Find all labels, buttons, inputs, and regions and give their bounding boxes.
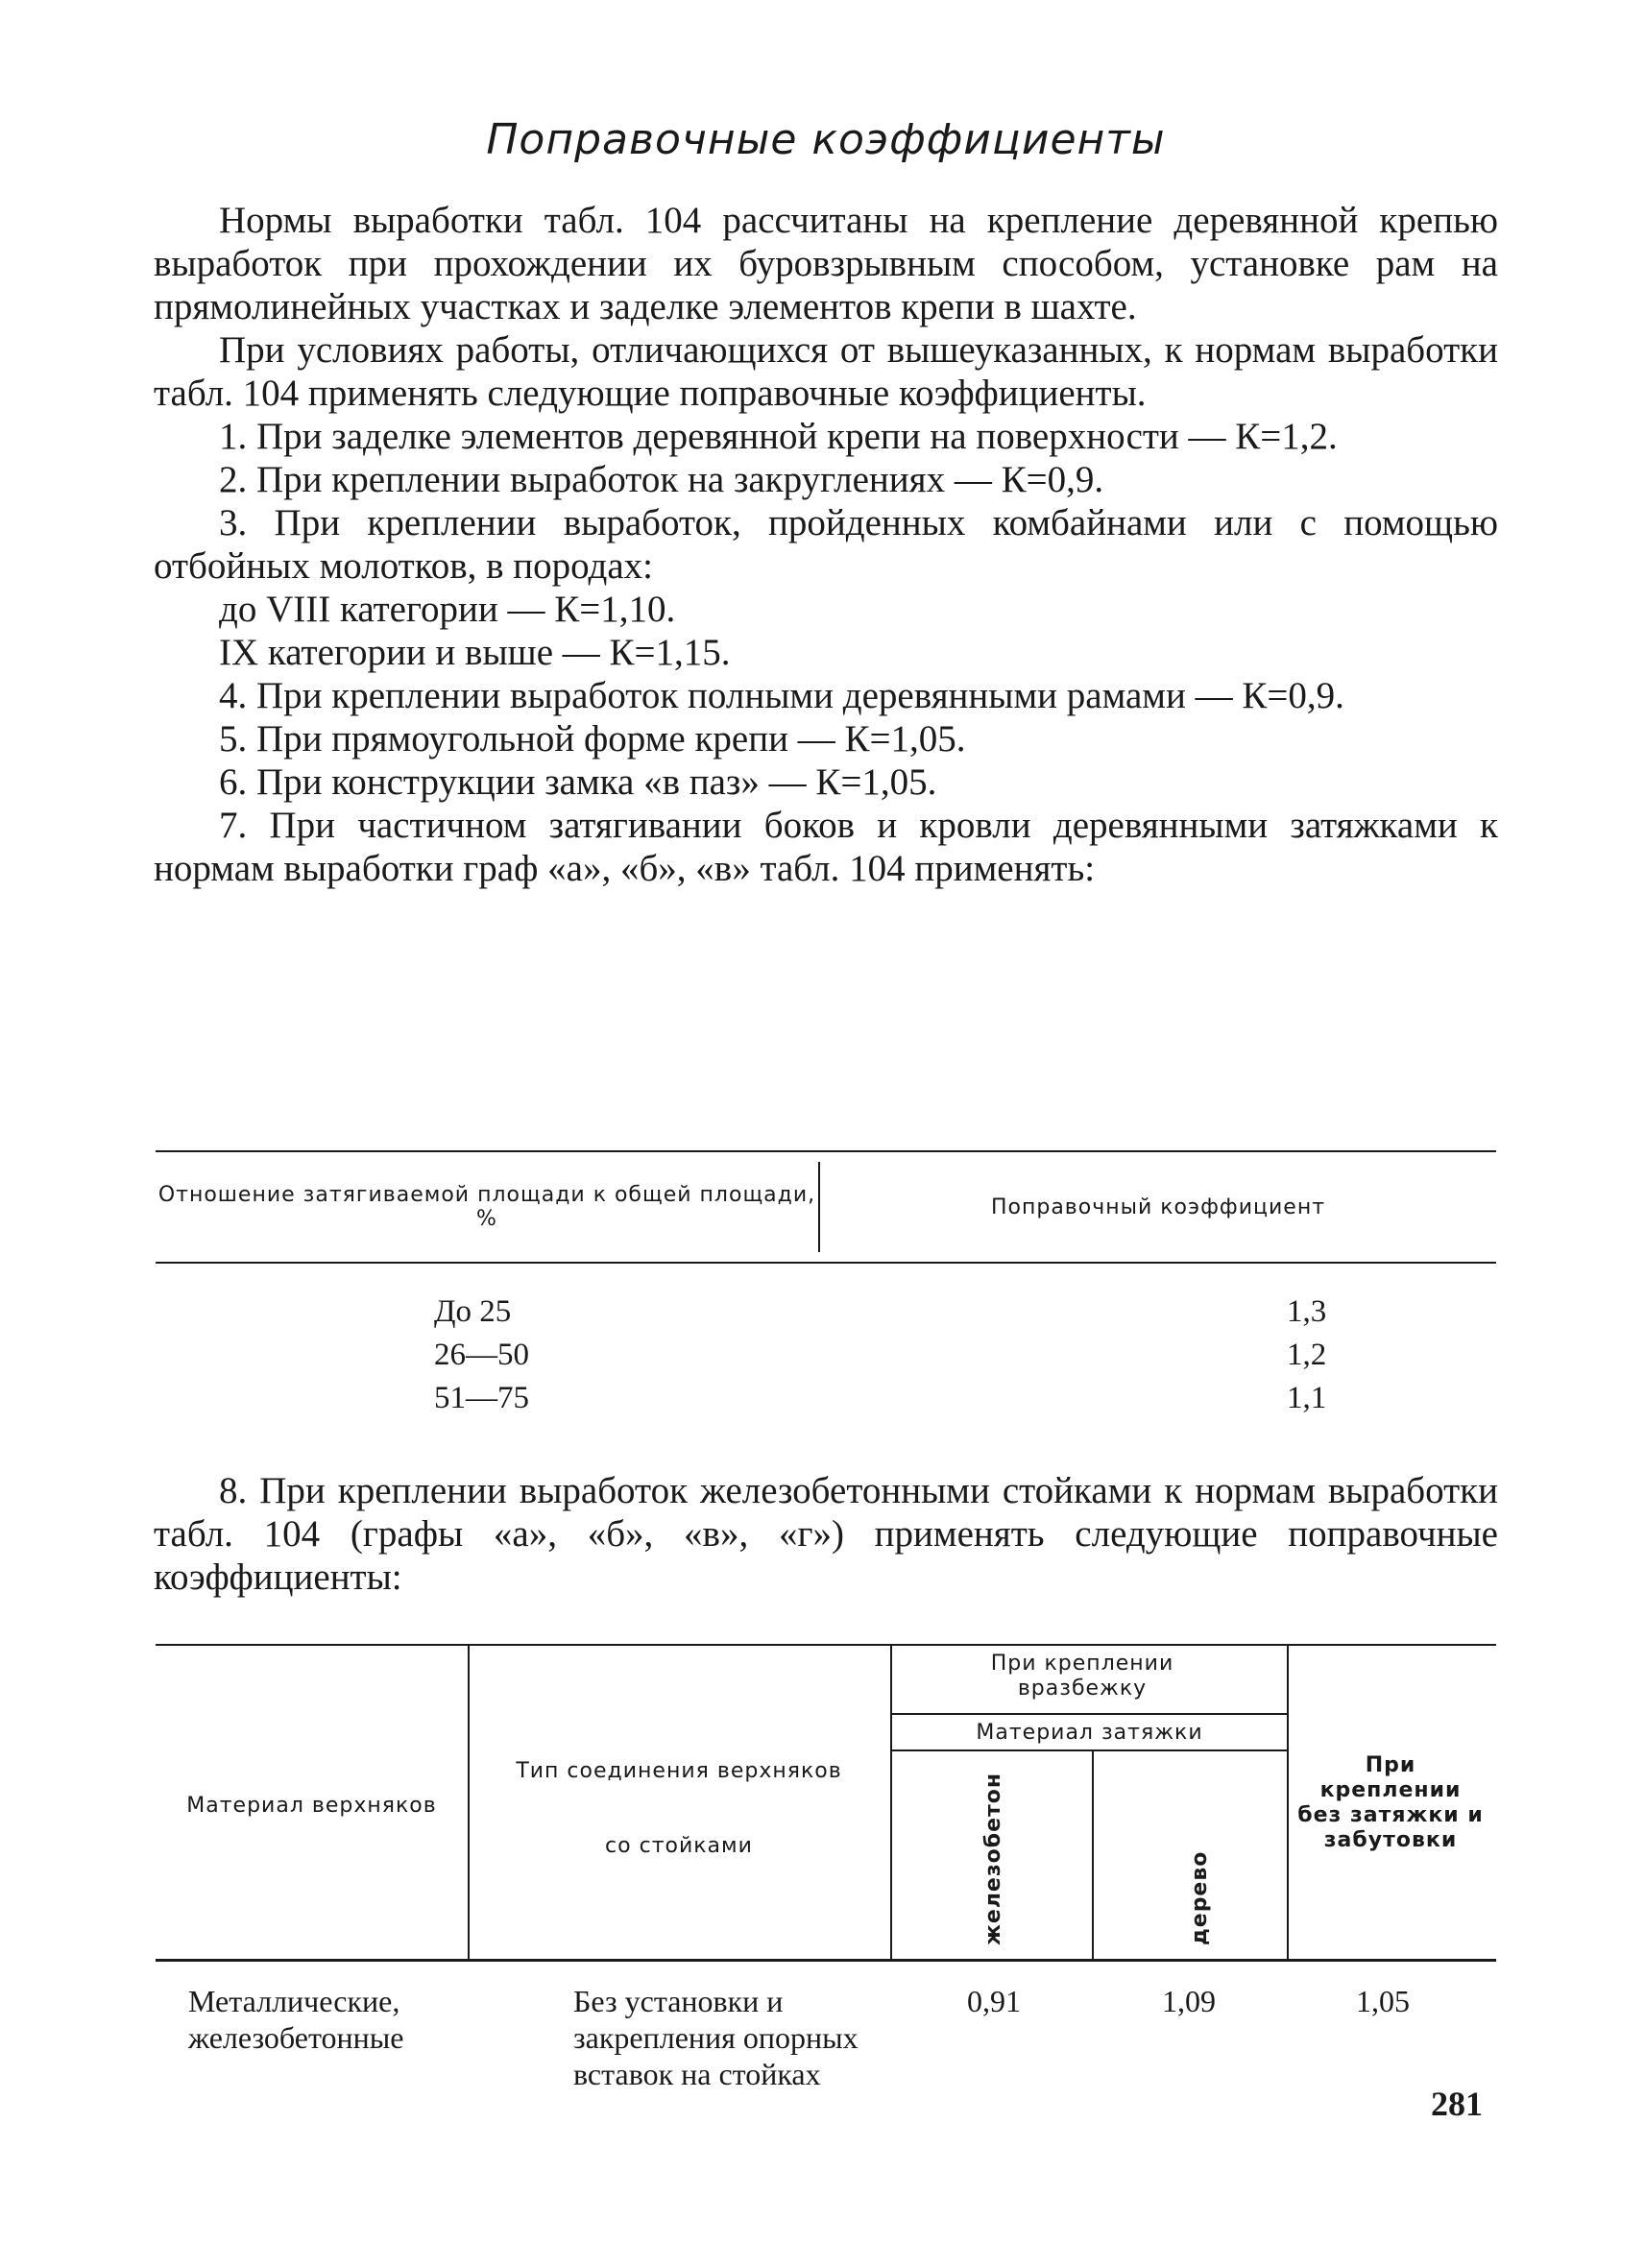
- table-body: [156, 1264, 1496, 1420]
- item-3: 3. При креплении выработок, пройденных комбайнами или с помощью отбойных молотков, в породах:: [154, 502, 1498, 587]
- paragraph-1: Нормы выработки табл. 104 рассчитаны на крепление деревянной крепью выработок при прохождении их буровзрывным способом, установке рам на прямолинейных участках и заделке элементов крепи в шахте.: [154, 200, 1498, 327]
- item-8-block: [154, 1469, 1498, 1599]
- table-row: [156, 1334, 1496, 1377]
- cell-concrete: 0,91: [967, 1984, 1021, 2018]
- header-type-1: Тип соединения верхняков: [516, 1759, 842, 1783]
- body-text: [154, 199, 1498, 890]
- header-subgroup: Материал затяжки: [976, 1721, 1203, 1745]
- header-coverage-ratio: Отношение затягиваемой площади к общей площади, %: [156, 1162, 820, 1252]
- subgroup-rule: [892, 1749, 1287, 1751]
- item-5: 5. При прямоугольной форме крепи — К=1,05.: [219, 718, 966, 760]
- item-3b: IX категории и выше — К=1,15.: [219, 632, 731, 673]
- paragraph-2: При условиях работы, отличающихся от вышеуказанных, к нормам выработки табл. 104 применять следующие поправочные коэффициенты.: [154, 329, 1498, 414]
- header-concrete: железобетон: [981, 1772, 1005, 1945]
- header-coefficient: Поправочный коэффициент: [990, 1194, 1326, 1219]
- page-content: [154, 115, 1498, 890]
- header-wood: дерево: [1188, 1850, 1212, 1945]
- header-no-lagging: При креплении без затяжки и забутовки: [1297, 1753, 1484, 1852]
- cell-range: 26—50: [434, 1338, 529, 1372]
- item-2: 2. При креплении выработок на закруглениях — К=0,9.: [219, 459, 1104, 500]
- column-divider: [1287, 1646, 1289, 1959]
- table-header: [156, 1152, 1496, 1264]
- item-3a: до VIII категории — К=1,10.: [219, 589, 676, 630]
- item-6: 6. При конструкции замка «в паз» — К=1,05.: [219, 761, 937, 803]
- cell-range: До 25: [434, 1294, 512, 1329]
- table-row: [156, 1291, 1496, 1334]
- item-1: 1. При заделке элементов деревянной крепи на поверхности — К=1,2.: [219, 416, 1338, 457]
- coverage-coefficient-table: [156, 1150, 1496, 1420]
- cell-coefficient: 1,2: [1287, 1338, 1327, 1372]
- cell-coefficient: 1,1: [1287, 1381, 1327, 1415]
- header-group: При креплении вразбежку: [990, 1652, 1174, 1701]
- cell-wood: 1,09: [1162, 1984, 1216, 2018]
- cell-no-lagging: 1,05: [1356, 1984, 1410, 2018]
- column-divider: [1092, 1749, 1094, 1959]
- column-divider: [468, 1646, 470, 1959]
- header-type-2: со стойками: [605, 1834, 753, 1858]
- table-row: [156, 1962, 1496, 2096]
- item-7: 7. При частичном затягивании боков и кровли деревянными затяжками к нормам выработки граф «а», «б», «в» табл. 104 применять:: [154, 805, 1498, 889]
- cell-range: 51—75: [434, 1381, 529, 1415]
- item-4: 4. При креплении выработок полными деревянными рамами — К=0,9.: [219, 675, 1344, 716]
- section-title: Поправочные коэффициенты: [486, 115, 1166, 164]
- cell-coefficient: 1,3: [1287, 1294, 1327, 1329]
- cell-material: Металлические, железобетонные: [188, 1984, 404, 2055]
- table-header: [156, 1646, 1496, 1962]
- item-8: 8. При креплении выработок железобетонными стойками к нормам выработки табл. 104 (графы «а», «б», «в», «г») применять следующие поправочные коэффициенты:: [154, 1470, 1498, 1598]
- table-row: [156, 1377, 1496, 1420]
- page-number: 281: [1431, 2085, 1483, 2123]
- group-rule: [892, 1713, 1287, 1715]
- column-divider: [890, 1646, 892, 1959]
- reinforced-concrete-table: [156, 1644, 1496, 2096]
- header-material: Материал верхняков: [186, 1794, 437, 1818]
- cell-type: Без установки и закрепления опорных вставок на стойках: [573, 1984, 859, 2091]
